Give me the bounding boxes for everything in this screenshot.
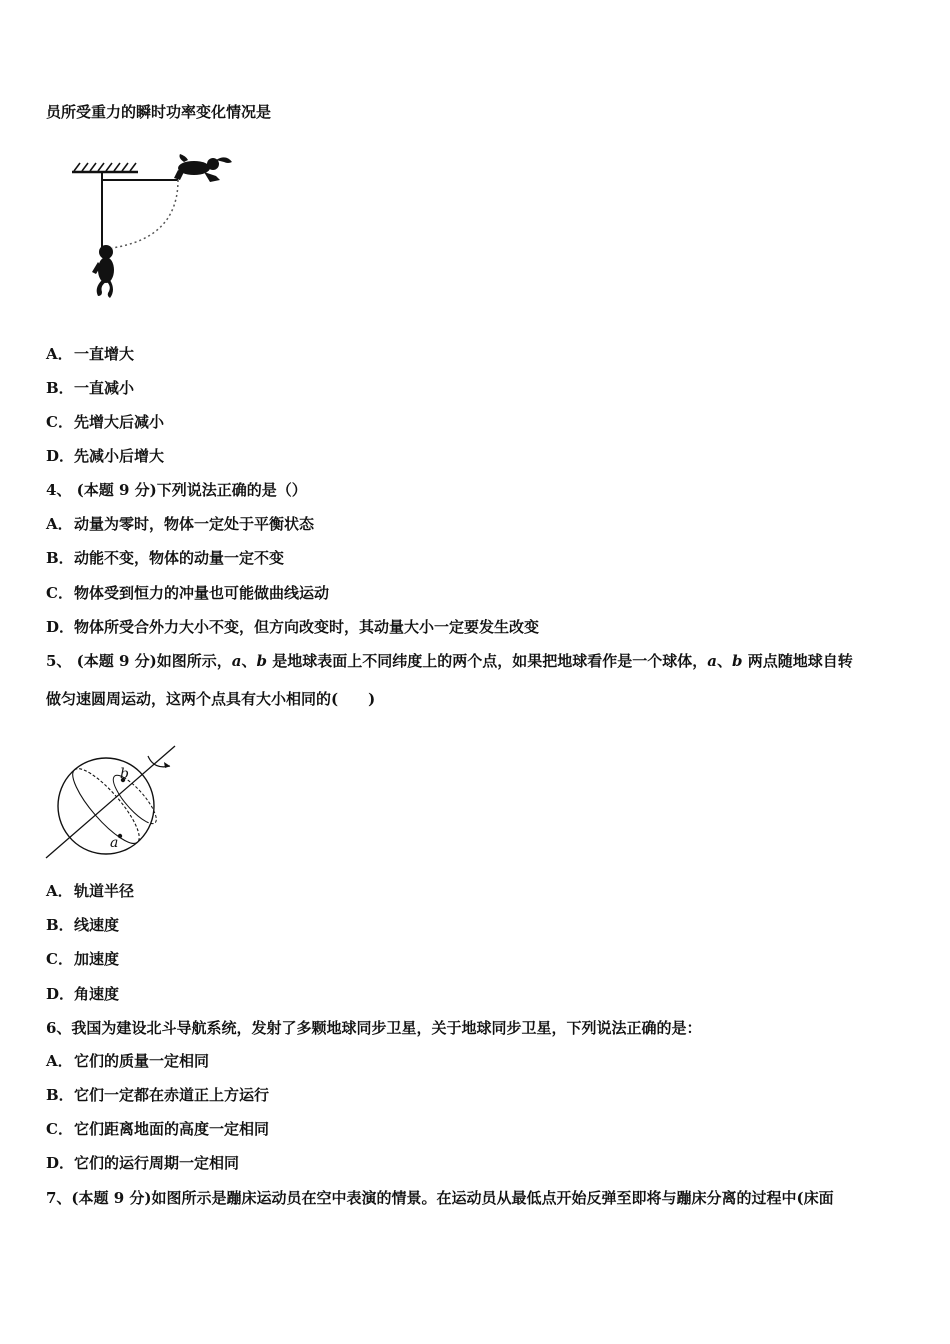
option-letter: A． (46, 515, 73, 533)
option-letter: D． (46, 447, 75, 465)
q5-option-a[interactable] (46, 881, 134, 901)
option-text: 一直减小 (74, 379, 135, 397)
option-text: 它们的运行周期一定相同 (74, 1154, 240, 1172)
q3-stem-tail: 员所受重力的瞬时功率变化情况是 (46, 103, 272, 121)
monkey-top (174, 154, 232, 182)
option-letter: A． (46, 882, 73, 900)
option-text: 它们的质量一定相同 (74, 1052, 210, 1070)
option-letter: C． (46, 413, 73, 431)
earth-figure (40, 738, 190, 868)
point-b-label: b (120, 766, 129, 782)
q5-stem-line2: 做匀速圆周运动，这两个点具有大小相同的( ) (46, 690, 376, 708)
q4-option-d[interactable] (46, 617, 539, 637)
option-letter: B． (46, 916, 74, 934)
q4-option-c[interactable] (46, 583, 329, 603)
option-text: 动量为零时，物体一定处于平衡状态 (74, 515, 315, 533)
swing-figure (66, 150, 246, 310)
var-b: b (731, 652, 743, 670)
q5-stem-a: 5、 (本题 9 分)如图所示， (46, 652, 232, 670)
option-letter: D． (46, 1154, 75, 1172)
option-text: 动能不变，物体的动量一定不变 (74, 549, 285, 567)
separator: 、 (241, 652, 257, 670)
option-letter: D． (46, 985, 75, 1003)
var-a: a (707, 652, 717, 670)
option-text: 先增大后减小 (74, 413, 165, 431)
q3-option-b[interactable] (46, 378, 134, 398)
option-text: 它们距离地面的高度一定相同 (74, 1120, 270, 1138)
option-text: 角速度 (74, 985, 120, 1003)
q5-stem-line1 (46, 651, 853, 671)
option-text: 物体受到恒力的冲量也可能做曲线运动 (74, 584, 330, 602)
option-letter: A． (46, 345, 73, 363)
q6-option-c[interactable] (46, 1119, 269, 1139)
q6-option-d[interactable] (46, 1153, 239, 1173)
option-text: 先减小后增大 (74, 447, 165, 465)
option-letter: C． (46, 950, 73, 968)
q6-stem: 6、我国为建设北斗导航系统，发射了多颗地球同步卫星，关于地球同步卫星，下列说法正确的是： (46, 1019, 702, 1037)
option-letter: C． (46, 1120, 73, 1138)
q5-option-b[interactable] (46, 915, 119, 935)
var-a: a (231, 652, 242, 670)
option-text: 一直增大 (74, 345, 135, 363)
q4-stem: 4、 (本题 9 分)下列说法正确的是（） (46, 481, 307, 499)
q3-option-c[interactable] (46, 412, 164, 432)
q3-option-a[interactable] (46, 344, 134, 364)
option-letter: B． (46, 549, 74, 567)
separator: 、 (716, 652, 732, 670)
point-a-label: a (110, 835, 119, 851)
monkey-bottom (92, 245, 114, 298)
q5-stem-b: 是地球表面上不同纬度上的两个点，如果把地球看作是一个球体， (267, 652, 708, 670)
var-b: b (256, 652, 267, 670)
q4-option-a[interactable] (46, 514, 314, 534)
q6-option-b[interactable] (46, 1085, 269, 1105)
q4-option-b[interactable] (46, 548, 284, 568)
option-letter: C． (46, 584, 73, 602)
option-text: 线速度 (74, 916, 120, 934)
option-letter: B． (46, 379, 74, 397)
option-text: 它们一定都在赤道正上方运行 (74, 1086, 270, 1104)
q6-option-a[interactable] (46, 1051, 209, 1071)
option-letter: A． (46, 1052, 73, 1070)
q7-stem: 7、(本题 9 分)如图所示是蹦床运动员在空中表演的情景。在运动员从最低点开始反弹至即将与蹦床分离的过程中(床面 (46, 1189, 834, 1207)
q5-stem-c: 两点随地球自转 (742, 652, 853, 670)
q5-option-d[interactable] (46, 984, 119, 1004)
q5-option-c[interactable] (46, 949, 119, 969)
q3-option-d[interactable] (46, 446, 164, 466)
option-letter: B． (46, 1086, 74, 1104)
option-text: 加速度 (74, 950, 120, 968)
option-text: 物体所受合外力大小不变，但方向改变时，其动量大小一定要发生改变 (74, 618, 540, 636)
option-letter: D． (46, 618, 75, 636)
option-text: 轨道半径 (74, 882, 135, 900)
